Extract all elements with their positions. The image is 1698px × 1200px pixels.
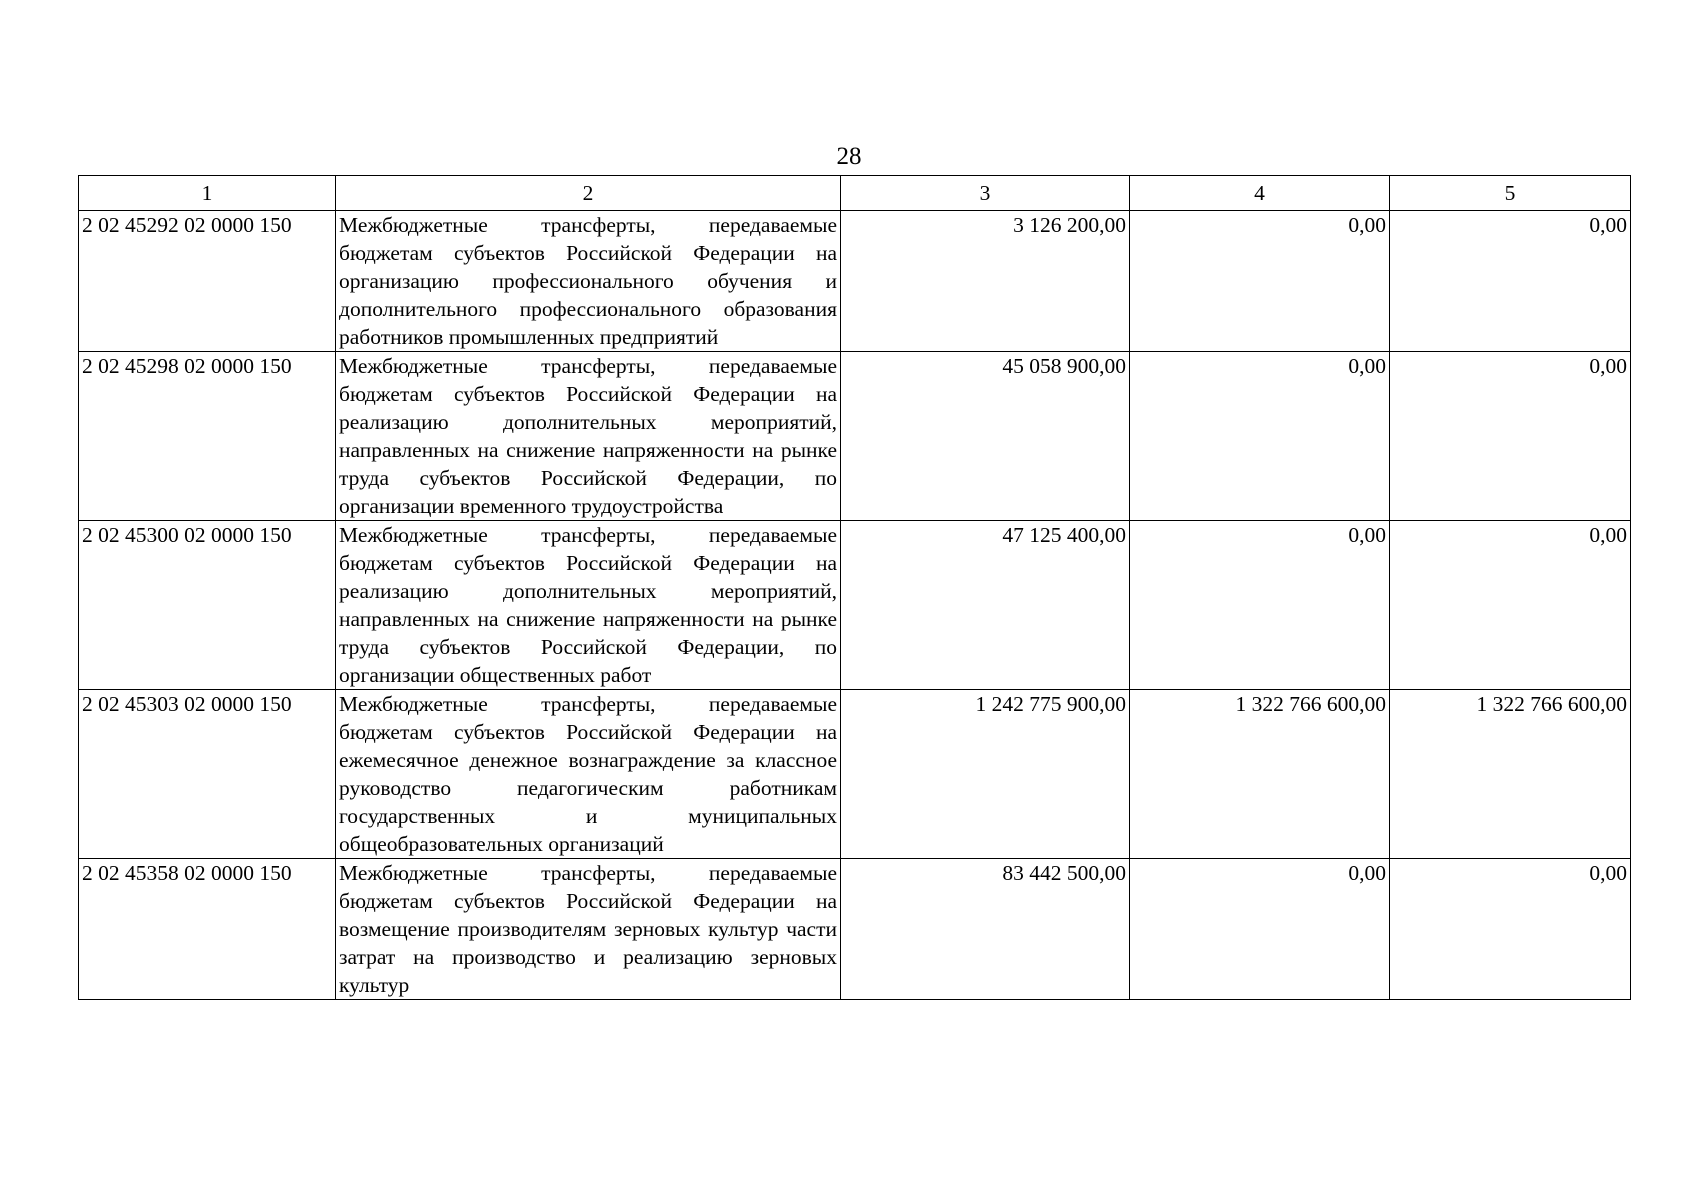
amount-col3: 45 058 900,00 xyxy=(841,352,1130,521)
table-body xyxy=(79,211,1631,1000)
budget-code: 2 02 45300 02 0000 150 xyxy=(79,521,336,690)
amount-col3: 3 126 200,00 xyxy=(841,211,1130,352)
budget-code: 2 02 45358 02 0000 150 xyxy=(79,859,336,1000)
amount-col5: 0,00 xyxy=(1390,859,1631,1000)
description: Межбюджетные трансферты, передаваемые бюджетам субъектов Российской Федерации на ежемесячное денежное вознаграждение за классное руководство педагогическим работникам государственных и муниципальных общеобразовательных организаций xyxy=(336,690,841,859)
column-header-1: 1 xyxy=(79,176,336,211)
table-row xyxy=(79,521,1631,690)
table-row xyxy=(79,211,1631,352)
description: Межбюджетные трансферты, передаваемые бюджетам субъектов Российской Федерации на реализацию дополнительных мероприятий, направленных на снижение напряженности на рынке труда субъектов Российской Федерации, по организации общественных работ xyxy=(336,521,841,690)
description: Межбюджетные трансферты, передаваемые бюджетам субъектов Российской Федерации на реализацию дополнительных мероприятий, направленных на снижение напряженности на рынке труда субъектов Российской Федерации, по организации временного трудоустройства xyxy=(336,352,841,521)
amount-col5: 0,00 xyxy=(1390,521,1631,690)
amount-col4: 0,00 xyxy=(1130,352,1390,521)
amount-col5: 0,00 xyxy=(1390,211,1631,352)
description: Межбюджетные трансферты, передаваемые бюджетам субъектов Российской Федерации на возмещение производителям зерновых культур части затрат на производство и реализацию зерновых культур xyxy=(336,859,841,1000)
table-row xyxy=(79,859,1631,1000)
amount-col5: 1 322 766 600,00 xyxy=(1390,690,1631,859)
amount-col3: 47 125 400,00 xyxy=(841,521,1130,690)
amount-col4: 0,00 xyxy=(1130,859,1390,1000)
amount-col5: 0,00 xyxy=(1390,352,1631,521)
table-row xyxy=(79,352,1631,521)
table-header xyxy=(79,176,1631,211)
budget-code: 2 02 45298 02 0000 150 xyxy=(79,352,336,521)
budget-table xyxy=(78,175,1631,1000)
table-row xyxy=(79,690,1631,859)
description: Межбюджетные трансферты, передаваемые бюджетам субъектов Российской Федерации на организацию профессионального обучения и дополнительного профессионального образования работников промышленных предприятий xyxy=(336,211,841,352)
amount-col4: 1 322 766 600,00 xyxy=(1130,690,1390,859)
amount-col3: 1 242 775 900,00 xyxy=(841,690,1130,859)
column-header-2: 2 xyxy=(336,176,841,211)
column-header-3: 3 xyxy=(841,176,1130,211)
amount-col4: 0,00 xyxy=(1130,211,1390,352)
column-header-5: 5 xyxy=(1390,176,1631,211)
column-header-4: 4 xyxy=(1130,176,1390,211)
amount-col3: 83 442 500,00 xyxy=(841,859,1130,1000)
budget-code: 2 02 45303 02 0000 150 xyxy=(79,690,336,859)
amount-col4: 0,00 xyxy=(1130,521,1390,690)
header-row xyxy=(79,176,1631,211)
budget-code: 2 02 45292 02 0000 150 xyxy=(79,211,336,352)
page-number: 28 xyxy=(836,143,862,170)
